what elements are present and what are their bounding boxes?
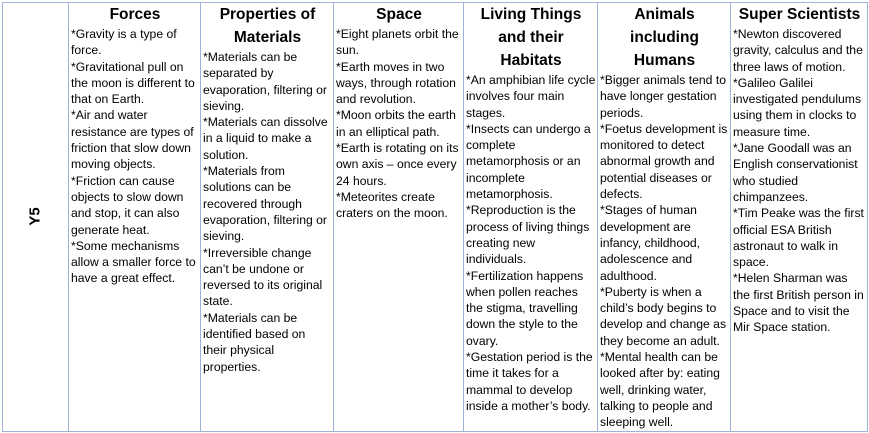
fact-item: *Puberty is when a child’s body begins to develop and change as they become an adult.: [600, 284, 727, 348]
column-heading: Animals including Humans: [630, 6, 699, 69]
column-heading: Properties of Materials: [219, 6, 316, 46]
fact-item: *Meteorites create craters on the moon.: [336, 189, 448, 221]
fact-item: *Materials from solutions can be recovered through evaporation, filtering or sieving.: [203, 164, 327, 244]
fact-item: *Galileo Galilei investigated pendulums using them in clocks to measure time.: [733, 75, 862, 139]
fact-item: *Foetus development is monitored to detect abnormal growth and potential diseases or defects.: [600, 121, 728, 202]
fact-item: *Materials can be identified based on their physical properties.: [203, 310, 306, 374]
column-heading: Space: [376, 6, 422, 23]
facts-list: [600, 72, 729, 431]
facts-list: [733, 26, 866, 336]
column-super-scientists: [731, 3, 868, 432]
facts-list: [71, 26, 199, 287]
fact-item: *Some mechanisms allow a smaller force to have a great effect.: [71, 238, 196, 286]
column-forces: [69, 3, 201, 432]
fact-item: *Fertilization happens when pollen reaches the stigma, travelling down the style to the ovary.: [466, 268, 584, 348]
fact-item: *Bigger animals tend to have longer gestation periods.: [600, 73, 727, 120]
fact-item: *Gestation period is the time it takes for a mammal to develop inside a mother’s body.: [466, 350, 593, 413]
fact-item: *Reproduction is the process of living things creating new individuals.: [466, 203, 590, 267]
knowledge-table: [2, 2, 868, 432]
year-label: Y5: [26, 207, 44, 226]
column-living-things: [464, 3, 598, 432]
fact-item: *Mental health can be looked after by: eating well, drinking water, talking to people and sleeping well.: [600, 350, 720, 430]
fact-item: *Helen Sharman was the first British person in Space and to visit the Mir Space station.: [733, 271, 864, 335]
fact-item: *An amphibian life cycle involves four main stages.: [466, 73, 596, 120]
fact-item: *Materials can dissolve in a liquid to make a solution.: [203, 115, 328, 162]
column-animals-including-humans: [598, 3, 731, 432]
fact-item: *Insects can undergo a complete metamorphosis or an incomplete metamorphosis.: [466, 121, 591, 202]
column-heading: Forces: [109, 6, 161, 23]
year-row: [3, 3, 868, 432]
fact-item: *Tim Peake was the first official ESA British astronaut to walk in space.: [733, 206, 864, 270]
fact-item: *Earth is rotating on its own axis – once every 24 hours.: [336, 141, 459, 188]
fact-item: *Gravitational pull on the moon is different to that on Earth.: [71, 59, 195, 107]
column-properties-of-materials: [201, 3, 334, 432]
fact-item: *Irreversible change can’t be undone or reversed to its original state.: [203, 245, 323, 309]
fact-item: *Friction can cause objects to slow down and stop, it can also generate heat.: [71, 173, 184, 237]
facts-list: [336, 26, 462, 222]
fact-item: *Jane Goodall was an English conservationist who studied chimpanzees.: [733, 141, 858, 204]
year-cell: [3, 3, 69, 432]
facts-list: [203, 49, 332, 375]
fact-item: *Air and water resistance are types of friction that slow down moving objects.: [71, 108, 194, 172]
column-heading: Super Scientists: [738, 6, 861, 23]
fact-item: *Earth moves in two ways, through rotation and revolution.: [336, 59, 456, 107]
column-heading: Living Things and their Habitats: [480, 6, 582, 69]
column-space: [334, 3, 464, 432]
fact-item: *Stages of human development are infancy, childhood, adolescence and adulthood.: [600, 203, 701, 283]
facts-list: [466, 72, 596, 414]
fact-item: *Materials can be separated by evaporation, filtering or sieving.: [203, 50, 327, 113]
fact-item: *Moon orbits the earth in an elliptical path.: [336, 108, 456, 139]
fact-item: *Eight planets orbit the sun.: [336, 27, 459, 58]
fact-item: *Newton discovered gravity, calculus and the three laws of motion.: [733, 27, 863, 74]
fact-item: *Gravity is a type of force.: [71, 27, 177, 58]
